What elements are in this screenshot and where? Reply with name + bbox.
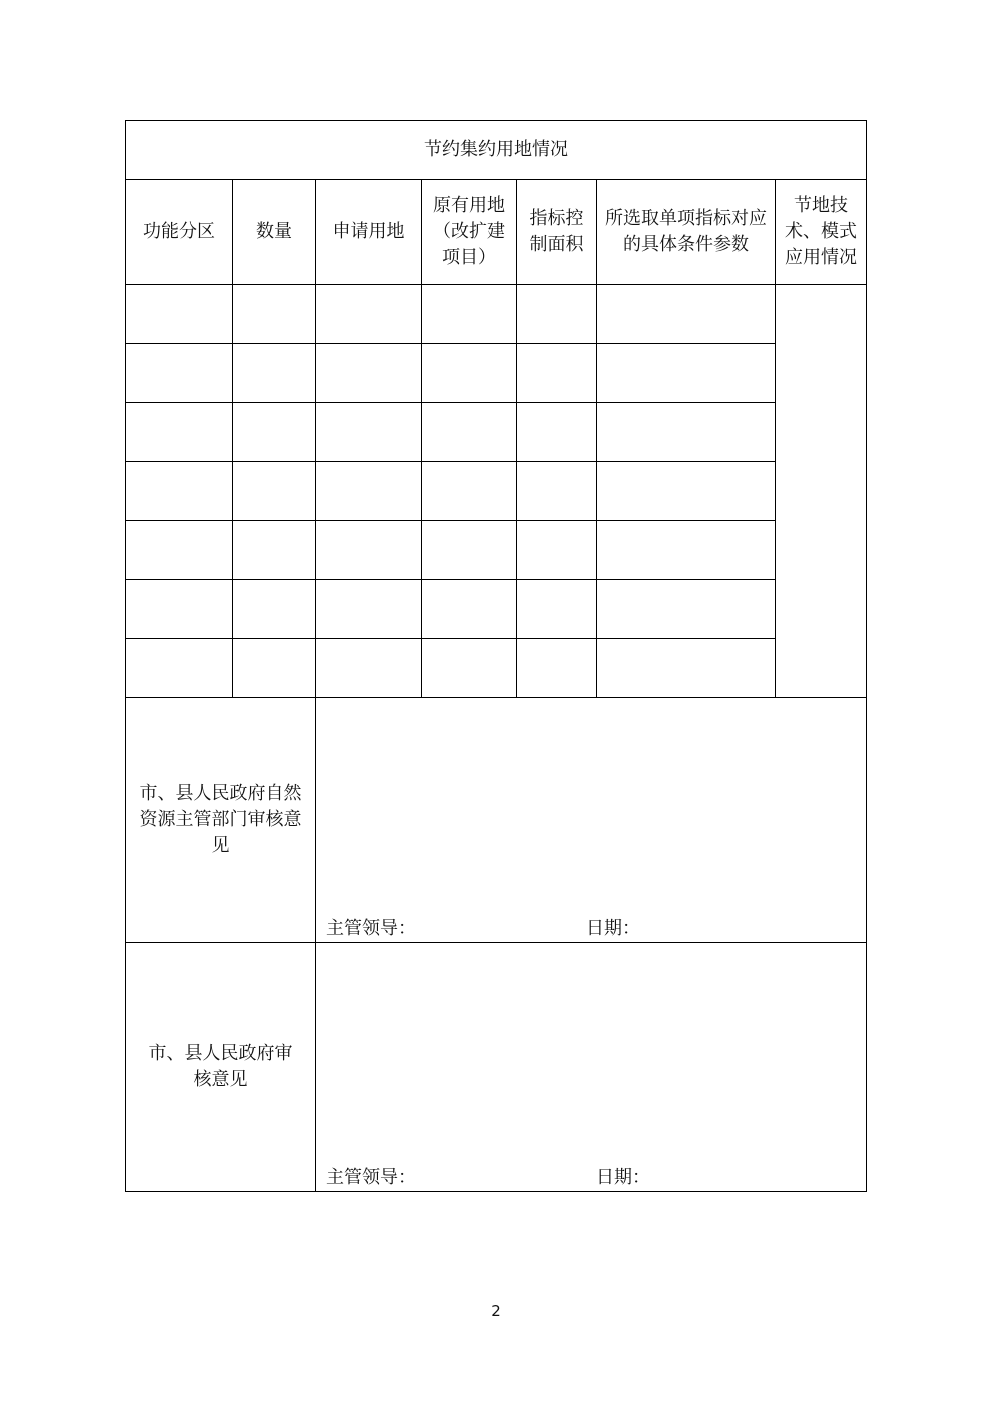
- table-cell[interactable]: [233, 285, 316, 344]
- header-original-land: 原有用地（改扩建项目）: [422, 180, 517, 285]
- natural-resources-review-label: 市、县人民政府自然资源主管部门审核意见: [126, 698, 316, 943]
- table-cell[interactable]: [126, 580, 233, 639]
- table-cell[interactable]: [597, 639, 776, 698]
- leader-signature-label: 主管领导：: [326, 918, 416, 939]
- table-cell[interactable]: [233, 344, 316, 403]
- table-cell[interactable]: [233, 462, 316, 521]
- table-cell[interactable]: [422, 285, 517, 344]
- table-cell[interactable]: [126, 521, 233, 580]
- table-cell[interactable]: [316, 521, 422, 580]
- header-technology: 节地技术、模式应用情况: [776, 180, 867, 285]
- table-cell[interactable]: [316, 403, 422, 462]
- table-cell[interactable]: [233, 403, 316, 462]
- table-cell[interactable]: [316, 580, 422, 639]
- table-cell[interactable]: [422, 462, 517, 521]
- table-cell[interactable]: [517, 403, 597, 462]
- table-cell[interactable]: [597, 285, 776, 344]
- table-cell[interactable]: [517, 639, 597, 698]
- table-cell[interactable]: [422, 521, 517, 580]
- table-cell[interactable]: [597, 580, 776, 639]
- table-cell[interactable]: [597, 462, 776, 521]
- table-cell[interactable]: [517, 580, 597, 639]
- table-cell[interactable]: [517, 462, 597, 521]
- table-cell[interactable]: [126, 285, 233, 344]
- table-cell[interactable]: [316, 639, 422, 698]
- government-review-label: 市、县人民政府审核意见: [126, 943, 316, 1192]
- table-cell[interactable]: [233, 580, 316, 639]
- natural-resources-review-field[interactable]: [316, 698, 867, 943]
- table-cell[interactable]: [517, 344, 597, 403]
- table-cell[interactable]: [517, 521, 597, 580]
- header-applied-land: 申请用地: [316, 180, 422, 285]
- date-label: 日期：: [596, 1167, 650, 1188]
- table-cell[interactable]: [126, 344, 233, 403]
- header-indicator-area: 指标控制面积: [517, 180, 597, 285]
- table-cell[interactable]: [422, 639, 517, 698]
- leader-signature-label: 主管领导：: [326, 1167, 416, 1188]
- header-zone: 功能分区: [126, 180, 233, 285]
- table-cell[interactable]: [517, 285, 597, 344]
- government-review-field[interactable]: [316, 943, 867, 1192]
- table-cell[interactable]: [597, 403, 776, 462]
- table-cell[interactable]: [422, 344, 517, 403]
- table-cell[interactable]: [126, 403, 233, 462]
- table-cell[interactable]: [233, 639, 316, 698]
- land-use-table: [125, 120, 867, 1192]
- table-title: 节约集约用地情况: [126, 121, 867, 180]
- table-cell[interactable]: [233, 521, 316, 580]
- table-cell[interactable]: [422, 580, 517, 639]
- header-conditions: 所选取单项指标对应的具体条件参数: [597, 180, 776, 285]
- table-cell[interactable]: [316, 285, 422, 344]
- table-cell[interactable]: [422, 403, 517, 462]
- header-quantity: 数量: [233, 180, 316, 285]
- table-cell[interactable]: [316, 344, 422, 403]
- table-cell[interactable]: [597, 521, 776, 580]
- page-number: 2: [491, 1302, 501, 1320]
- technology-cell[interactable]: [776, 285, 867, 698]
- table-cell[interactable]: [316, 462, 422, 521]
- date-label: 日期：: [586, 918, 640, 939]
- table-cell[interactable]: [597, 344, 776, 403]
- table-cell[interactable]: [126, 462, 233, 521]
- table-cell[interactable]: [126, 639, 233, 698]
